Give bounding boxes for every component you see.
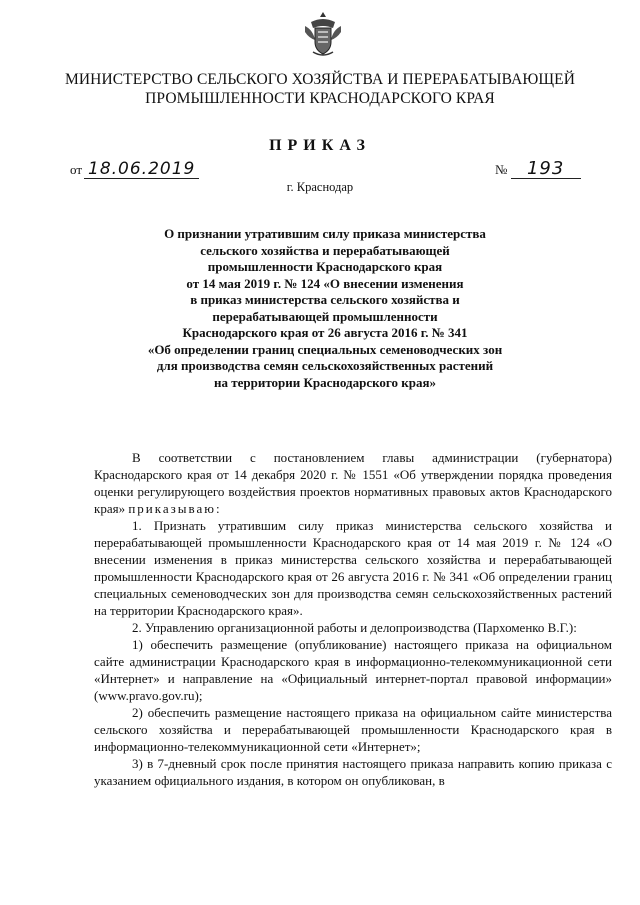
order-number-value: 193 (511, 160, 581, 179)
ministry-name (40, 70, 600, 108)
number-prefix: № (495, 162, 508, 177)
heading-line: «Об определении границ специальных семеноводческих зон (147, 341, 503, 357)
coat-of-arms-icon (303, 10, 343, 58)
body-paragraph-1: 1. Признать утратившим силу приказ министерства сельского хозяйства и перерабатывающей промышленности Краснодарского края от 14 мая 2019 г. № 124 «О внесении изменения в приказ министерства сельского хозяйства и перерабатывающей промышленности Краснодарского края от 26 августа 2016 г. № 341 «Об определении границ специальных семеноводческих зон для производства семян сельскохозяйственных растений на территории Краснодарского края». (94, 518, 612, 618)
ministry-name-line2: ПРОМЫШЛЕННОСТИ КРАСНОДАРСКОГО КРАЯ (145, 90, 495, 107)
body-subparagraph-1: 1) обеспечить размещение (опубликование) настоящего приказа на официальном сайте администрации Краснодарского края в информационно-телекоммуникационной сети «Интернет» и направление на «Официальный интернет-портал правовой информации» (www.pravo.gov.ru); (94, 637, 612, 703)
order-heading (120, 226, 530, 391)
heading-line: в приказ министерства сельского хозяйства и (190, 292, 460, 307)
order-date-value: 18.06.2019 (84, 160, 199, 179)
heading-line: от 14 мая 2019 г. № 124 «О внесении изменения (186, 275, 464, 291)
heading-line: О признании утратившим силу приказа министерства (164, 226, 486, 241)
heading-line: для производства семян сельскохозяйственных растений (156, 358, 494, 373)
intro-order-word: приказываю: (128, 501, 222, 516)
body-intro (94, 449, 612, 517)
heading-line: сельского хозяйства и перерабатывающей (200, 242, 450, 258)
ministry-name-line1: МИНИСТЕРСТВО СЕЛЬСКОГО ХОЗЯЙСТВА И ПЕРЕРАБАТЫВАЮЩЕЙ (64, 71, 575, 88)
intro-text: В соответствии с постановлением главы администрации (губернатора) Краснодарского края от 14 декабря 2020 г. № 1551 «Об утверждении порядка проведения оценки регулирующего воздействия проектов нормативных правовых актов Краснодарского края» (94, 450, 612, 516)
heading-line: перерабатывающей промышленности (212, 308, 438, 324)
body-subparagraph-3: 3) в 7-дневный срок после принятия настоящего приказа направить копию приказа с указанием официального издания, в котором он опубликован, в (94, 756, 612, 788)
order-number (495, 160, 581, 179)
order-city: г. Краснодар (286, 180, 354, 194)
date-prefix: от (70, 162, 83, 177)
body-paragraph-2: 2. Управлению организационной работы и делопроизводства (Пархоменко В.Г.): (132, 620, 577, 635)
heading-line: на территории Краснодарского края» (213, 374, 437, 390)
order-body (94, 449, 612, 789)
heading-line: Краснодарского края от 26 августа 2016 г. № 341 (182, 325, 468, 340)
heading-line: промышленности Краснодарского края (207, 259, 443, 274)
order-title: ПРИКАЗ (269, 137, 371, 154)
order-date (70, 160, 199, 179)
body-subparagraph-2: 2) обеспечить размещение настоящего приказа на официальном сайте министерства сельского хозяйства и перерабатывающей промышленности Краснодарского края в информационно-телекоммуникационной сети «Интернет»; (94, 705, 612, 754)
